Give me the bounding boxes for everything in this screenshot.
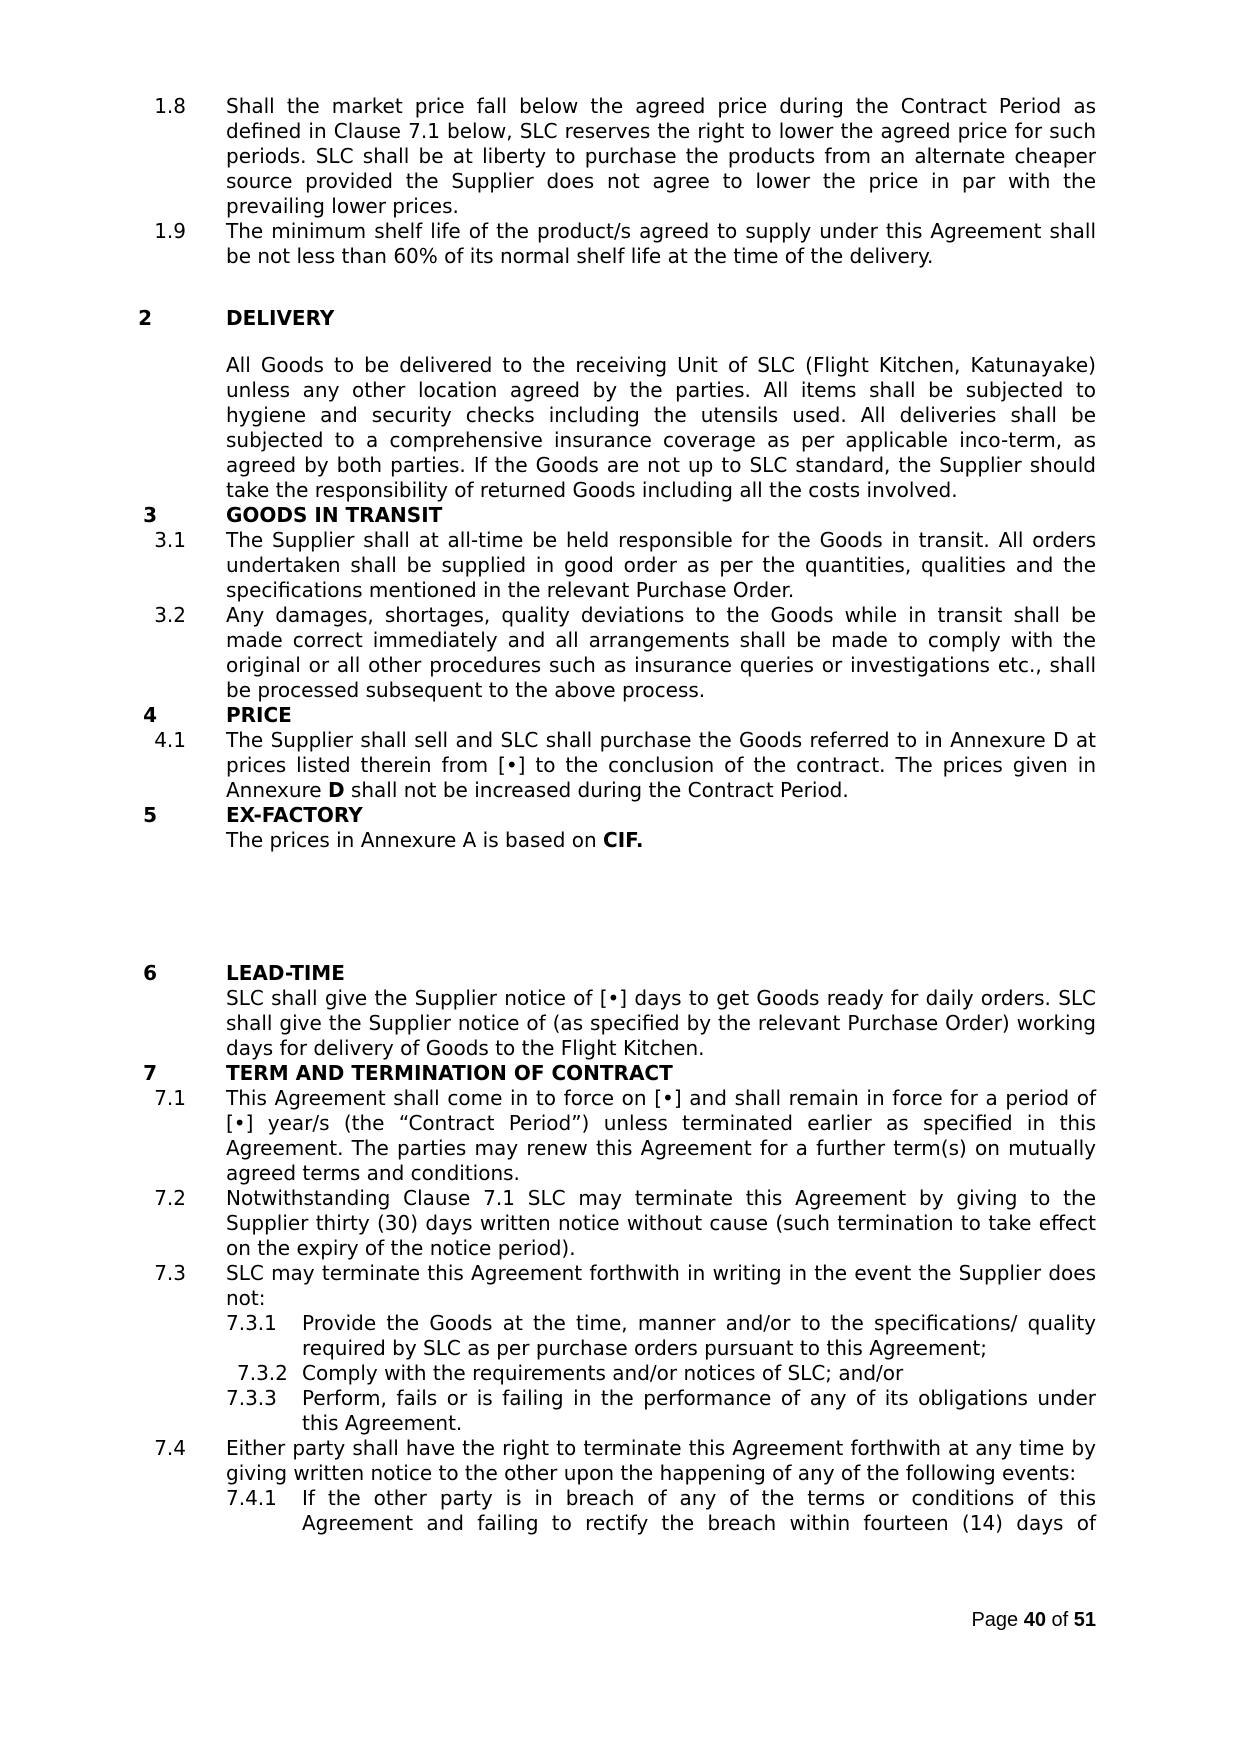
section-heading-2 [0, 306, 1241, 331]
sub-clause-text: Perform, fails or is failing in the performance of any of its obligations under this Agreement. [302, 1386, 1096, 1435]
clause-number: 7.3 [154, 1261, 186, 1285]
sub-clause-number: 7.3.2 [237, 1361, 288, 1385]
clause-text: Shall the market price fall below the agreed price during the Contract Period as defined in Clause 7.1 below, SLC reserves the right to lower the agreed price for such periods. SLC shall be at liberty to purchase the products from an alternate cheaper source provided the Supplier does not agree to lower the price in par with the prevailing lower prices. [226, 94, 1096, 218]
clause-4-1 [0, 728, 1241, 803]
clause-number: 7.2 [154, 1186, 186, 1210]
clause-text: SLC may terminate this Agreement forthwith in writing in the event the Supplier does not: [226, 1261, 1096, 1310]
section-paragraph: SLC shall give the Supplier notice of [•] days to get Goods ready for daily orders. SLC shall give the Supplier notice of (as specified by the relevant Purchase Order) working days for delivery of Goods to the Flight Kitchen. [226, 986, 1096, 1060]
section-title: TERM AND TERMINATION OF CONTRACT [226, 1061, 673, 1085]
clause-text: Either party shall have the right to terminate this Agreement forthwith at any time by giving written notice to the other upon the happening of any of the following events: [226, 1436, 1096, 1485]
section-title: LEAD-TIME [226, 961, 345, 985]
section-title: GOODS IN TRANSIT [226, 503, 443, 527]
clause-number: 7.1 [154, 1086, 186, 1110]
clause-text: Notwithstanding Clause 7.1 SLC may terminate this Agreement by giving to the Supplier thirty (30) days written notice without cause (such termination to take effect on the expiry of the notice period). [226, 1186, 1096, 1260]
section-title: PRICE [226, 703, 292, 727]
section-number: 5 [143, 803, 157, 827]
clause-number: 4.1 [154, 728, 186, 752]
sub-clause-number: 7.3.3 [226, 1386, 277, 1410]
sub-clause-7-3-1 [0, 1311, 1241, 1361]
section-heading-6 [0, 961, 1241, 986]
clause-7-3 [0, 1261, 1241, 1311]
clause-3-1 [0, 528, 1241, 603]
sub-clause-7-3-2 [0, 1361, 1241, 1386]
clause-number: 1.8 [154, 94, 186, 118]
clause-text: The Supplier shall sell and SLC shall purchase the Goods referred to in Annexure D at prices listed therein from [•] to the conclusion of the contract. The prices given in Annexure D shall not be increased during the Contract Period. [226, 728, 1096, 802]
section-number: 3 [143, 503, 157, 527]
sub-clause-text: If the other party is in breach of any of the terms or conditions of this Agreement and failing to rectify the breach within fourteen (14) days of [302, 1486, 1096, 1535]
section-number: 4 [143, 703, 157, 727]
clause-7-2 [0, 1186, 1241, 1261]
clause-text: Any damages, shortages, quality deviations to the Goods while in transit shall be made correct immediately and all arrangements shall be made to comply with the original or all other procedures such as insurance queries or investigations etc., shall be processed subsequent to the above process. [226, 603, 1096, 702]
sub-clause-text: Comply with the requirements and/or notices of SLC; and/or [302, 1361, 904, 1385]
clause-3-2 [0, 603, 1241, 703]
clause-text: The Supplier shall at all-time be held responsible for the Goods in transit. All orders undertaken shall be supplied in good order as per the quantities, qualities and the specifications mentioned in the relevant Purchase Order. [226, 528, 1096, 602]
section-paragraph: All Goods to be delivered to the receiving Unit of SLC (Flight Kitchen, Katunayake) unless any other location agreed by the parties. All items shall be subjected to hygiene and security checks including the utensils used. All deliveries shall be subjected to a comprehensive insurance coverage as per applicable inco-term, as agreed by both parties. If the Goods are not up to SLC standard, the Supplier should take the responsibility of returned Goods including all the costs involved. [226, 353, 1096, 502]
section-title: EX-FACTORY [226, 803, 363, 827]
sub-clause-number: 7.4.1 [226, 1486, 277, 1510]
clause-text: This Agreement shall come in to force on [•] and shall remain in force for a period of [•] year/s (the “Contract Period”) unless terminated earlier as specified in this Agreement. The parties may renew this Agreement for a further term(s) on mutually agreed terms and conditions. [226, 1086, 1096, 1185]
clause-7-1 [0, 1086, 1241, 1186]
sub-clause-7-4-1 [0, 1486, 1241, 1536]
sub-clause-7-3-3 [0, 1386, 1241, 1436]
section-heading-3 [0, 503, 1241, 528]
clause-text: The minimum shelf life of the product/s agreed to supply under this Agreement shall be not less than 60% of its normal shelf life at the time of the delivery. [226, 219, 1096, 268]
clause-1-9 [0, 219, 1241, 269]
section-number: 7 [143, 1061, 157, 1085]
clause-1-8 [0, 94, 1241, 219]
section-heading-5 [0, 803, 1241, 828]
section-paragraph: The prices in Annexure A is based on CIF. [226, 828, 644, 852]
section-number: 6 [143, 961, 157, 985]
section-heading-7 [0, 1061, 1241, 1086]
clause-number: 3.1 [154, 528, 186, 552]
sub-clause-number: 7.3.1 [226, 1311, 277, 1335]
clause-number: 7.4 [154, 1436, 186, 1460]
section-2-text [0, 353, 1241, 503]
clause-number: 1.9 [154, 219, 186, 243]
section-number: 2 [138, 306, 152, 330]
page-footer: Page 40 of 51 [971, 1609, 1096, 1631]
clause-number: 3.2 [154, 603, 186, 627]
clause-7-4 [0, 1436, 1241, 1486]
sub-clause-text: Provide the Goods at the time, manner and/or to the specifications/ quality required by SLC as per purchase orders pursuant to this Agreement; [302, 1311, 1096, 1360]
section-6-text [0, 986, 1241, 1061]
section-title: DELIVERY [226, 306, 335, 330]
section-heading-4 [0, 703, 1241, 728]
section-5-text [0, 828, 1241, 853]
